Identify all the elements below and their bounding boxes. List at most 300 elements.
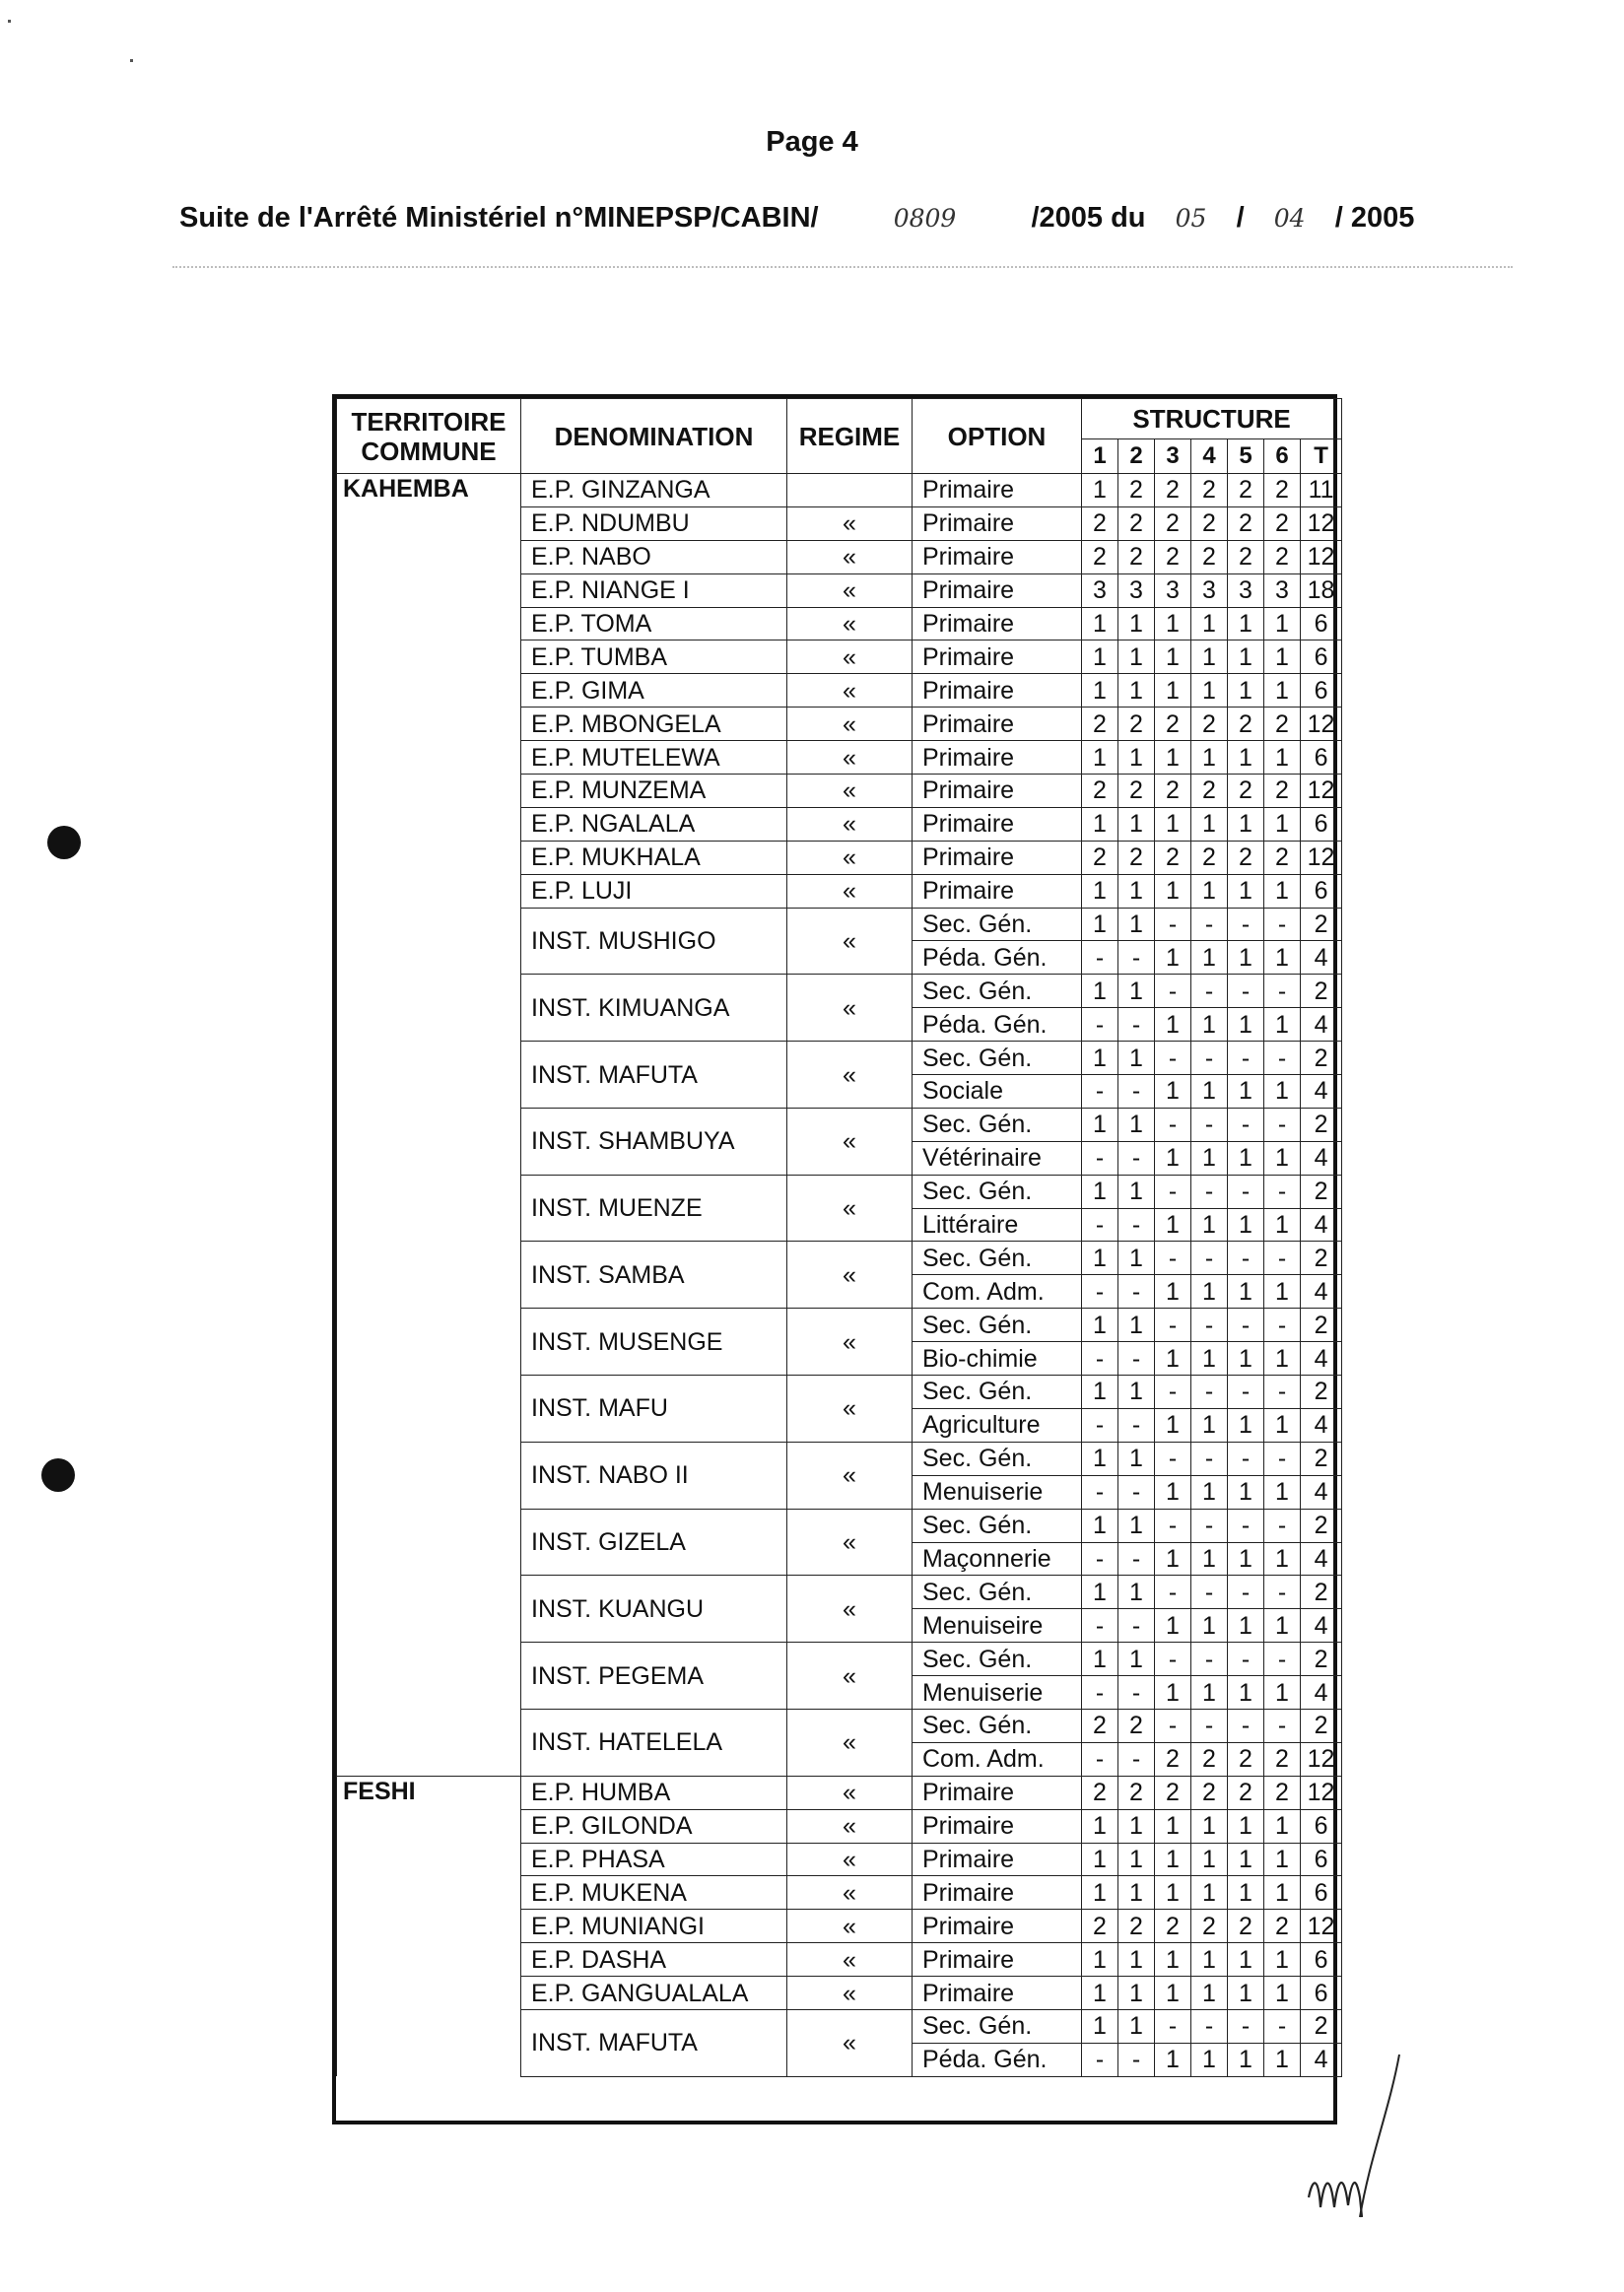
option-cell: Sec. Gén. [913,1442,1082,1475]
handwritten-month: 04 [1273,204,1306,233]
regime-cell: « [787,1709,913,1776]
option-cell: Menuiseire [913,1609,1082,1643]
table-row [337,908,1342,941]
option-cell: Sec. Gén. [913,975,1082,1008]
structure-year-cell: 2 [1264,841,1301,874]
denomination-cell: E.P. NDUMBU [521,506,787,540]
structure-year-cell: 1 [1118,1242,1155,1275]
structure-year-cell: 2 [1082,1776,1118,1809]
structure-year-cell: 1 [1155,1843,1191,1876]
structure-year-cell: - [1155,1376,1191,1409]
structure-year-cell: 2 [1191,1742,1228,1776]
structure-year-cell: 1 [1082,1175,1118,1208]
structure-year-cell: 1 [1082,975,1118,1008]
structure-year-cell: 2 [1191,775,1228,808]
structure-total-cell: 6 [1301,1977,1342,2010]
structure-year-cell: 1 [1082,1242,1118,1275]
regime-cell: « [787,1108,913,1175]
option-cell: Sec. Gén. [913,1576,1082,1609]
structure-year-cell: - [1155,1042,1191,1075]
denomination-cell: E.P. GIMA [521,674,787,708]
table-row [337,1643,1342,1676]
territoire-cell [337,674,521,708]
option-cell: Agriculture [913,1408,1082,1442]
structure-year-cell: - [1264,908,1301,941]
structure-year-cell: 1 [1228,1208,1264,1242]
structure-year-cell: - [1191,908,1228,941]
structure-total-cell: 6 [1301,1943,1342,1977]
structure-year-cell: 3 [1264,573,1301,607]
structure-year-cell: 1 [1118,2009,1155,2043]
structure-year-cell: 1 [1155,1408,1191,1442]
territoire-cell [337,874,521,908]
option-cell: Sec. Gén. [913,1242,1082,1275]
structure-year-cell: 2 [1191,708,1228,741]
denomination-cell: E.P. TOMA [521,607,787,640]
structure-year-cell: 2 [1228,1742,1264,1776]
structure-year-cell: 2 [1155,841,1191,874]
structure-total-cell: 2 [1301,1643,1342,1676]
territoire-cell [337,1676,521,1710]
structure-year-cell: 1 [1082,1843,1118,1876]
option-cell: Sec. Gén. [913,1108,1082,1141]
table-row [337,775,1342,808]
structure-total-cell: 4 [1301,1676,1342,1710]
structure-year-cell: - [1118,941,1155,975]
structure-year-cell: 3 [1228,573,1264,607]
option-cell: Primaire [913,1809,1082,1843]
structure-year-cell: - [1082,1475,1118,1509]
option-cell: Péda. Gén. [913,941,1082,975]
structure-year-cell: 2 [1155,1910,1191,1943]
denomination-cell: E.P. NGALALA [521,807,787,841]
structure-year-cell: 1 [1155,1609,1191,1643]
structure-year-cell: 1 [1082,607,1118,640]
table-row [337,540,1342,573]
structure-year-cell: - [1228,1643,1264,1676]
structure-year-cell: - [1082,1342,1118,1376]
structure-year-cell: 1 [1228,1408,1264,1442]
denomination-cell: INST. KUANGU [521,1576,787,1643]
structure-year-cell: - [1082,1275,1118,1309]
structure-year-cell: - [1118,1141,1155,1175]
structure-year-cell: - [1191,1709,1228,1742]
option-cell: Péda. Gén. [913,2043,1082,2076]
structure-year-cell: - [1155,1509,1191,1542]
regime-cell: « [787,841,913,874]
structure-year-cell: 1 [1228,741,1264,775]
structure-total-cell: 2 [1301,1309,1342,1342]
regime-cell: « [787,1876,913,1910]
territoire-cell [337,1910,521,1943]
structure-year-cell: 2 [1118,841,1155,874]
denomination-cell: E.P. MBONGELA [521,708,787,741]
structure-year-cell: 2 [1228,474,1264,507]
territoire-cell [337,1208,521,1242]
structure-year-cell: 1 [1228,1676,1264,1710]
structure-year-cell: 1 [1264,1876,1301,1910]
option-cell: Primaire [913,1943,1082,1977]
regime-cell: « [787,1910,913,1943]
structure-year-cell: 1 [1082,741,1118,775]
structure-total-cell: 12 [1301,540,1342,573]
structure-year-cell: - [1155,2009,1191,2043]
header-dotted-rule [172,266,1513,268]
option-cell: Maçonnerie [913,1542,1082,1576]
structure-year-cell: 3 [1191,573,1228,607]
structure-total-cell: 12 [1301,506,1342,540]
structure-year-cell: 1 [1228,1008,1264,1042]
structure-year-cell: 2 [1155,1742,1191,1776]
structure-year-cell: - [1191,1309,1228,1342]
structure-year-cell: 1 [1191,1876,1228,1910]
structure-year-cell: 1 [1118,1042,1155,1075]
denomination-cell: E.P. NABO [521,540,787,573]
decree-prefix: Suite de l'Arrêté Ministériel n°MINEPSP/CABIN/ [179,202,819,234]
structure-year-cell: - [1228,1709,1264,1742]
territoire-cell [337,708,521,741]
regime-cell: « [787,1309,913,1376]
structure-year-cell: - [1118,1742,1155,1776]
structure-year-cell: 1 [1191,1943,1228,1977]
structure-year-cell: 1 [1191,1008,1228,1042]
structure-year-cell: 1 [1228,1075,1264,1109]
option-cell: Sec. Gén. [913,1709,1082,1742]
table-header-row [337,399,1342,439]
structure-year-cell: - [1082,941,1118,975]
regime-cell: « [787,1643,913,1710]
structure-total-cell: 6 [1301,807,1342,841]
denomination-cell: INST. MUSHIGO [521,908,787,975]
option-cell: Primaire [913,708,1082,741]
structure-year-cell: 2 [1155,474,1191,507]
structure-year-cell: 2 [1264,1910,1301,1943]
denomination-cell: INST. MAFUTA [521,2009,787,2076]
table-row [337,1042,1342,1075]
structure-year-cell: 1 [1228,807,1264,841]
regime-cell: « [787,640,913,674]
structure-year-cell: 1 [1082,474,1118,507]
option-cell: Primaire [913,640,1082,674]
structure-year-cell: - [1155,1576,1191,1609]
option-cell: Primaire [913,474,1082,507]
structure-year-cell: 2 [1082,1709,1118,1742]
structure-year-cell: - [1228,1175,1264,1208]
structure-year-cell: - [1155,908,1191,941]
denomination-cell: INST. MAFUTA [521,1042,787,1109]
table-row [337,1576,1342,1609]
table-row [337,1376,1342,1409]
option-header: OPTION [913,399,1082,474]
regime-cell: « [787,1843,913,1876]
structure-year-cell: 1 [1191,2043,1228,2076]
structure-year-cell: 2 [1191,474,1228,507]
structure-year-cell: 1 [1155,874,1191,908]
table-row [337,807,1342,841]
territoire-cell [337,741,521,775]
structure-year-cell: - [1191,1175,1228,1208]
structure-year-cell: - [1155,1242,1191,1275]
structure-total-cell: 12 [1301,775,1342,808]
structure-year-cell: - [1228,1576,1264,1609]
table-row [337,874,1342,908]
territoire-cell [337,908,521,941]
commune-header: COMMUNE [361,436,497,466]
option-cell: Primaire [913,573,1082,607]
structure-total-cell: 12 [1301,1776,1342,1809]
structure-year-cell: 1 [1264,1943,1301,1977]
structure-year-cell: 1 [1191,1676,1228,1710]
table-row [337,1175,1342,1208]
structure-year-cell: 1 [1118,1643,1155,1676]
structure-year-cell: 1 [1082,1376,1118,1409]
structure-year-cell: - [1264,1042,1301,1075]
structure-year-cell: 1 [1264,1208,1301,1242]
structure-year-cell: 1 [1228,941,1264,975]
structure-year-cell: 1 [1155,1676,1191,1710]
structure-year-cell: 1 [1155,674,1191,708]
decree-reference-line [179,202,1510,235]
structure-year-cell: - [1118,1475,1155,1509]
structure-total-cell: 6 [1301,674,1342,708]
structure-year-cell: 1 [1191,1275,1228,1309]
structure-year-cell: 1 [1118,674,1155,708]
structure-total-cell: 6 [1301,607,1342,640]
option-cell: Sec. Gén. [913,1175,1082,1208]
structure-year-cell: 1 [1264,1843,1301,1876]
structure-year-cell: 1 [1191,1475,1228,1509]
structure-year-cell: - [1264,1709,1301,1742]
denomination-cell: E.P. MUTELEWA [521,741,787,775]
structure-year-cell: 1 [1191,941,1228,975]
structure-year-cell: 2 [1118,775,1155,808]
handwritten-signature [1301,2050,1429,2227]
option-cell: Primaire [913,841,1082,874]
territoire-cell [337,1108,521,1141]
structure-total-cell: 6 [1301,874,1342,908]
structure-year-cell: - [1118,1609,1155,1643]
structure-year-cell: 1 [1191,1609,1228,1643]
table-row [337,640,1342,674]
option-cell: Com. Adm. [913,1742,1082,1776]
structure-year-cell: 1 [1191,807,1228,841]
structure-total-cell: 4 [1301,1609,1342,1643]
territoire-cell [337,1242,521,1275]
denomination-cell: E.P. MUNZEMA [521,775,787,808]
option-cell: Sociale [913,1075,1082,1109]
structure-total-cell: 6 [1301,1876,1342,1910]
territoire-cell [337,1876,521,1910]
territoire-cell: KAHEMBA [337,474,521,507]
structure-total-cell: 18 [1301,573,1342,607]
structure-year-cell: 2 [1118,540,1155,573]
regime-cell [787,474,913,507]
structure-year-cell: 2 [1082,506,1118,540]
structure-year-cell: 2 [1118,1910,1155,1943]
territoire-cell [337,1609,521,1643]
structure-year-cell: 1 [1228,1475,1264,1509]
regime-cell: « [787,1442,913,1509]
denomination-cell: E.P. GINZANGA [521,474,787,507]
decree-year-label: /2005 du [1031,202,1146,234]
structure-year-cell: 1 [1264,1977,1301,2010]
table-row [337,1809,1342,1843]
structure-year-cell: - [1264,1376,1301,1409]
structure-year-cell: 2 [1118,1709,1155,1742]
denomination-cell: E.P. MUKHALA [521,841,787,874]
structure-year-cell: 2 [1082,775,1118,808]
denomination-cell: INST. HATELELA [521,1709,787,1776]
option-cell: Littéraire [913,1208,1082,1242]
structure-year-cell: 1 [1155,807,1191,841]
territoire-cell [337,1376,521,1409]
structure-year-cell: - [1264,1643,1301,1676]
structure-total-cell: 4 [1301,1141,1342,1175]
schools-table [336,398,1342,2077]
structure-year-cell: - [1118,1676,1155,1710]
structure-total-cell: 12 [1301,1910,1342,1943]
territoire-cell [337,841,521,874]
structure-year-cell: - [1118,1008,1155,1042]
structure-year-cell: 1 [1191,1809,1228,1843]
structure-col-total: T [1301,439,1342,474]
territoire-cell [337,1408,521,1442]
structure-year-cell: 1 [1155,2043,1191,2076]
structure-year-cell: - [1155,1442,1191,1475]
structure-year-cell: 2 [1264,506,1301,540]
table-row [337,1509,1342,1542]
territoire-header: TERRITOIRE [351,406,507,437]
structure-year-cell: 3 [1082,573,1118,607]
structure-year-cell: - [1228,1042,1264,1075]
denomination-cell: INST. PEGEMA [521,1643,787,1710]
structure-year-cell: 1 [1228,607,1264,640]
option-cell: Primaire [913,1977,1082,2010]
structure-year-cell: - [1228,2009,1264,2043]
structure-year-cell: 1 [1155,1075,1191,1109]
option-cell: Sec. Gén. [913,2009,1082,2043]
table-row [337,1309,1342,1342]
structure-year-cell: 1 [1228,1342,1264,1376]
territoire-cell [337,573,521,607]
structure-year-cell: 1 [1264,1008,1301,1042]
structure-col-3: 3 [1155,439,1191,474]
structure-total-cell: 6 [1301,1809,1342,1843]
structure-total-cell: 12 [1301,1742,1342,1776]
structure-year-cell: 1 [1118,1843,1155,1876]
table-row [337,1876,1342,1910]
structure-year-cell: 1 [1191,1141,1228,1175]
structure-total-cell: 12 [1301,708,1342,741]
structure-year-cell: 1 [1264,607,1301,640]
denomination-cell: E.P. TUMBA [521,640,787,674]
structure-year-cell: 1 [1191,607,1228,640]
regime-cell: « [787,741,913,775]
structure-year-cell: - [1082,1676,1118,1710]
regime-cell: « [787,1977,913,2010]
structure-year-cell: - [1264,1108,1301,1141]
structure-year-cell: 3 [1155,573,1191,607]
structure-year-cell: 1 [1264,1809,1301,1843]
structure-year-cell: 1 [1228,874,1264,908]
structure-year-cell: 2 [1155,775,1191,808]
structure-year-cell: 2 [1118,1776,1155,1809]
structure-year-cell: 2 [1155,708,1191,741]
structure-year-cell: 1 [1155,640,1191,674]
option-cell: Vétérinaire [913,1141,1082,1175]
structure-year-cell: - [1155,1108,1191,1141]
structure-year-cell: 2 [1264,540,1301,573]
structure-year-cell: 1 [1228,1609,1264,1643]
structure-year-cell: 1 [1228,674,1264,708]
option-cell: Primaire [913,1876,1082,1910]
structure-total-cell: 2 [1301,1042,1342,1075]
structure-year-cell: 1 [1264,807,1301,841]
structure-year-cell: - [1155,975,1191,1008]
structure-year-cell: 1 [1118,1943,1155,1977]
option-cell: Sec. Gén. [913,1509,1082,1542]
structure-year-cell: 2 [1082,1910,1118,1943]
structure-year-cell: - [1191,1643,1228,1676]
structure-year-cell: 1 [1118,975,1155,1008]
territoire-cell [337,775,521,808]
structure-total-cell: 2 [1301,1376,1342,1409]
structure-total-cell: 4 [1301,1542,1342,1576]
structure-year-cell: - [1118,1208,1155,1242]
territoire-cell [337,506,521,540]
structure-year-cell: 2 [1118,506,1155,540]
territoire-cell [337,1309,521,1342]
structure-year-cell: 2 [1228,708,1264,741]
page-number: Page 4 [766,126,858,158]
option-cell: Primaire [913,674,1082,708]
territoire-cell [337,1809,521,1843]
structure-year-cell: 2 [1191,841,1228,874]
structure-total-cell: 2 [1301,1442,1342,1475]
territoire-cell [337,975,521,1008]
structure-year-cell: - [1228,1376,1264,1409]
territoire-cell [337,2009,521,2043]
structure-year-cell: 1 [1118,1876,1155,1910]
structure-year-cell: 2 [1228,841,1264,874]
structure-year-cell: 1 [1082,1809,1118,1843]
table-row [337,607,1342,640]
structure-year-cell: 2 [1264,775,1301,808]
territoire-cell [337,1475,521,1509]
option-cell: Primaire [913,807,1082,841]
structure-year-cell: 1 [1155,1342,1191,1376]
structure-year-cell: 1 [1082,674,1118,708]
option-cell: Primaire [913,506,1082,540]
structure-year-cell: 1 [1118,1175,1155,1208]
structure-year-cell: 1 [1191,1075,1228,1109]
structure-total-cell: 2 [1301,1175,1342,1208]
option-cell: Péda. Gén. [913,1008,1082,1042]
territoire-cell [337,1542,521,1576]
structure-year-cell: 1 [1155,1542,1191,1576]
structure-total-cell: 4 [1301,1275,1342,1309]
structure-year-cell: 1 [1118,1576,1155,1609]
structure-year-cell: 1 [1082,874,1118,908]
structure-year-cell: 1 [1155,1275,1191,1309]
structure-year-cell: 1 [1118,1442,1155,1475]
structure-year-cell: 1 [1264,1475,1301,1509]
territoire-cell [337,1075,521,1109]
table-row [337,573,1342,607]
structure-col-2: 2 [1118,439,1155,474]
structure-year-cell: 1 [1082,1509,1118,1542]
structure-year-cell: - [1264,975,1301,1008]
